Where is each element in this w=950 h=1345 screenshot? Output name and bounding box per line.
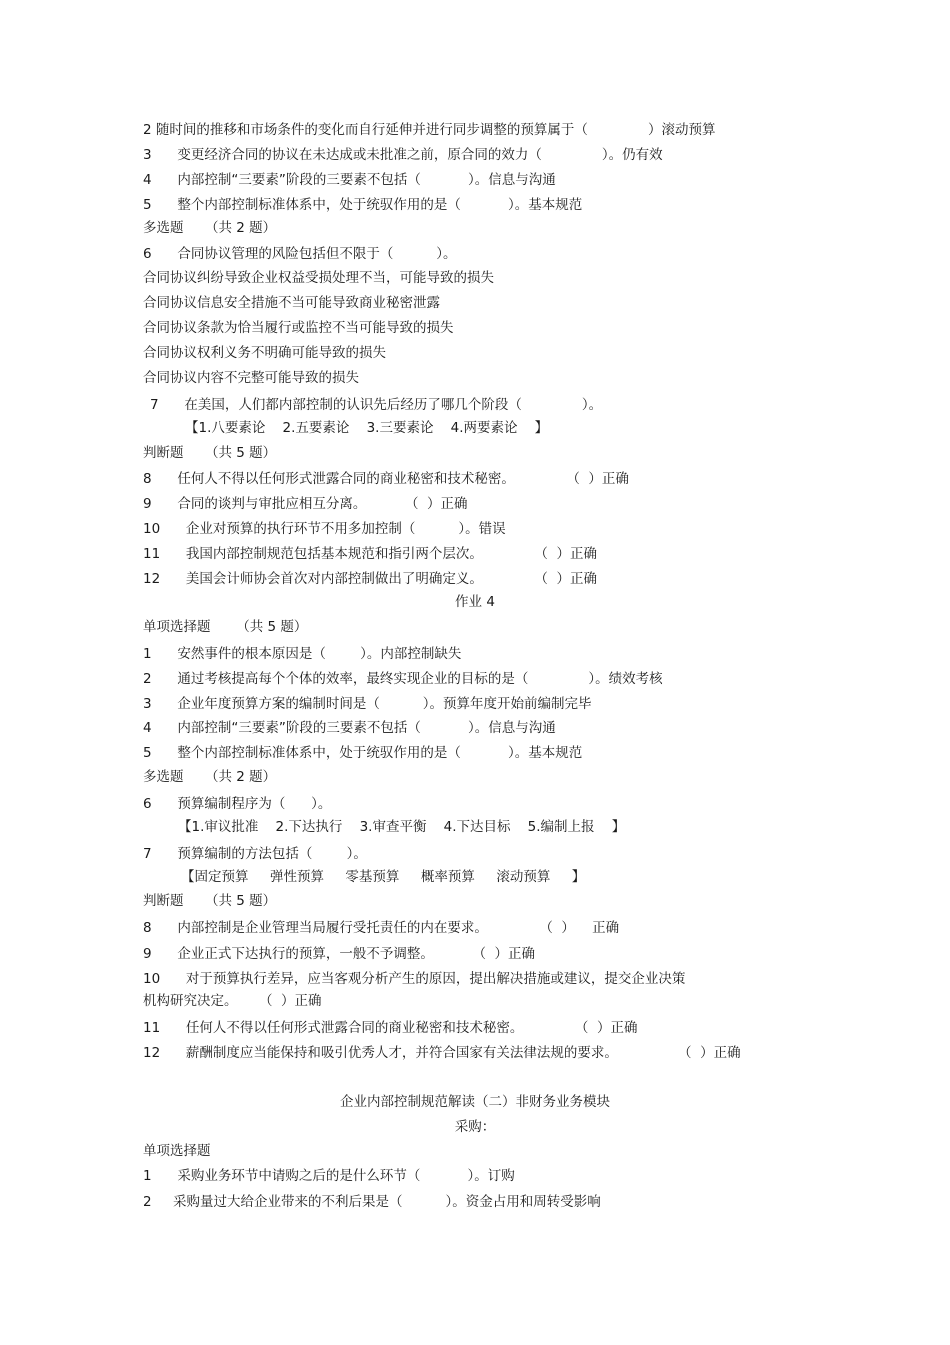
text-line: 6 预算编制程序为（ ）。 [143,796,332,812]
section-heading: 采购： [454,1119,496,1135]
text-line: 1 采购业务环节中请购之后的是什么环节（ ）。订购 [143,1168,515,1184]
text-line: 9 企业正式下达执行的预算，一般不予调整。 （ ）正确 [143,946,536,962]
text-line: 单项选择题 [143,1143,211,1159]
text-line: 4 内部控制“三要素”阶段的三要素不包括（ ）。信息与沟通 [143,720,556,736]
text-line: 合同协议权利义务不明确可能导致的损失 [143,345,386,361]
text-line: 判断题 （共 5 题） [143,445,277,461]
text-line: 单项选择题 （共 5 题） [143,619,308,635]
text-line: 12 薪酬制度应当能保持和吸引优秀人才，并符合国家有关法律法规的要求。 （ ）正确 [143,1045,741,1061]
text-line: 3 变更经济合同的协议在未达成或未批准之前，原合同的效力（ ）。仍有效 [143,147,663,163]
text-line: 12 美国会计师协会首次对内部控制做出了明确定义。 （ ）正确 [143,571,598,587]
text-line: 7 在美国，人们都内部控制的认识先后经历了哪几个阶段（ ）。 [150,397,603,413]
text-line: 【1.八要素论 2.五要素论 3.三要素论 4.两要素论 】 [185,420,549,436]
text-line: 11 任何人不得以任何形式泄露合同的商业秘密和技术秘密。 （ ）正确 [143,1020,638,1036]
section-heading: 企业内部控制规范解读（二）非财务业务模块 [340,1094,610,1110]
text-line: 合同协议信息安全措施不当可能导致商业秘密泄露 [143,295,440,311]
text-line: 【1.审议批准 2.下达执行 3.审查平衡 4.下达目标 5.编制上报 】 [178,819,626,835]
text-line: 2 采购量过大给企业带来的不利后果是（ ）。资金占用和周转受影响 [143,1194,601,1210]
text-line: 多选题 （共 2 题） [143,220,277,236]
text-line: 合同协议条款为恰当履行或监控不当可能导致的损失 [143,320,454,336]
section-heading: 作业 4 [455,594,495,610]
text-line: 7 预算编制的方法包括（ ）。 [143,846,367,862]
text-line: 合同协议纠纷导致企业权益受损处理不当，可能导致的损失 [143,270,494,286]
text-line: 5 整个内部控制标准体系中，处于统驭作用的是（ ）。基本规范 [143,745,583,761]
text-line: 11 我国内部控制规范包括基本规范和指引两个层次。 （ ）正确 [143,546,598,562]
text-line: 3 企业年度预算方案的编制时间是（ ）。预算年度开始前编制完毕 [143,696,592,712]
text-line: 机构研究决定。 （ ）正确 [143,993,322,1009]
text-line: 2 随时间的推移和市场条件的变化而自行延伸并进行同步调整的预算属于（ ）滚动预算 [143,122,716,138]
text-line: 2 通过考核提高每个个体的效率，最终实现企业的目标的是（ ）。绩效考核 [143,671,663,687]
text-line: 4 内部控制“三要素”阶段的三要素不包括（ ）。信息与沟通 [143,172,556,188]
text-line: 多选题 （共 2 题） [143,769,277,785]
text-line: 1 安然事件的根本原因是（ ）。内部控制缺失 [143,646,462,662]
text-line: 6 合同协议管理的风险包括但不限于（ ）。 [143,246,457,262]
text-line: 判断题 （共 5 题） [143,893,277,909]
text-line: 【固定预算 弹性预算 零基预算 概率预算 滚动预算 】 [181,869,586,885]
text-line: 合同协议内容不完整可能导致的损失 [143,370,359,386]
text-line: 8 任何人不得以任何形式泄露合同的商业秘密和技术秘密。 （ ）正确 [143,471,629,487]
text-line: 10 对于预算执行差异，应当客观分析产生的原因，提出解决措施或建议，提交企业决策 [143,971,686,987]
text-line: 10 企业对预算的执行环节不用多加控制（ ）。错误 [143,521,506,537]
text-line: 5 整个内部控制标准体系中，处于统驭作用的是（ ）。基本规范 [143,197,583,213]
text-line: 8 内部控制是企业管理当局履行受托责任的内在要求。 （ ） 正确 [143,920,620,936]
text-line: 9 合同的谈判与审批应相互分离。 （ ）正确 [143,496,468,512]
